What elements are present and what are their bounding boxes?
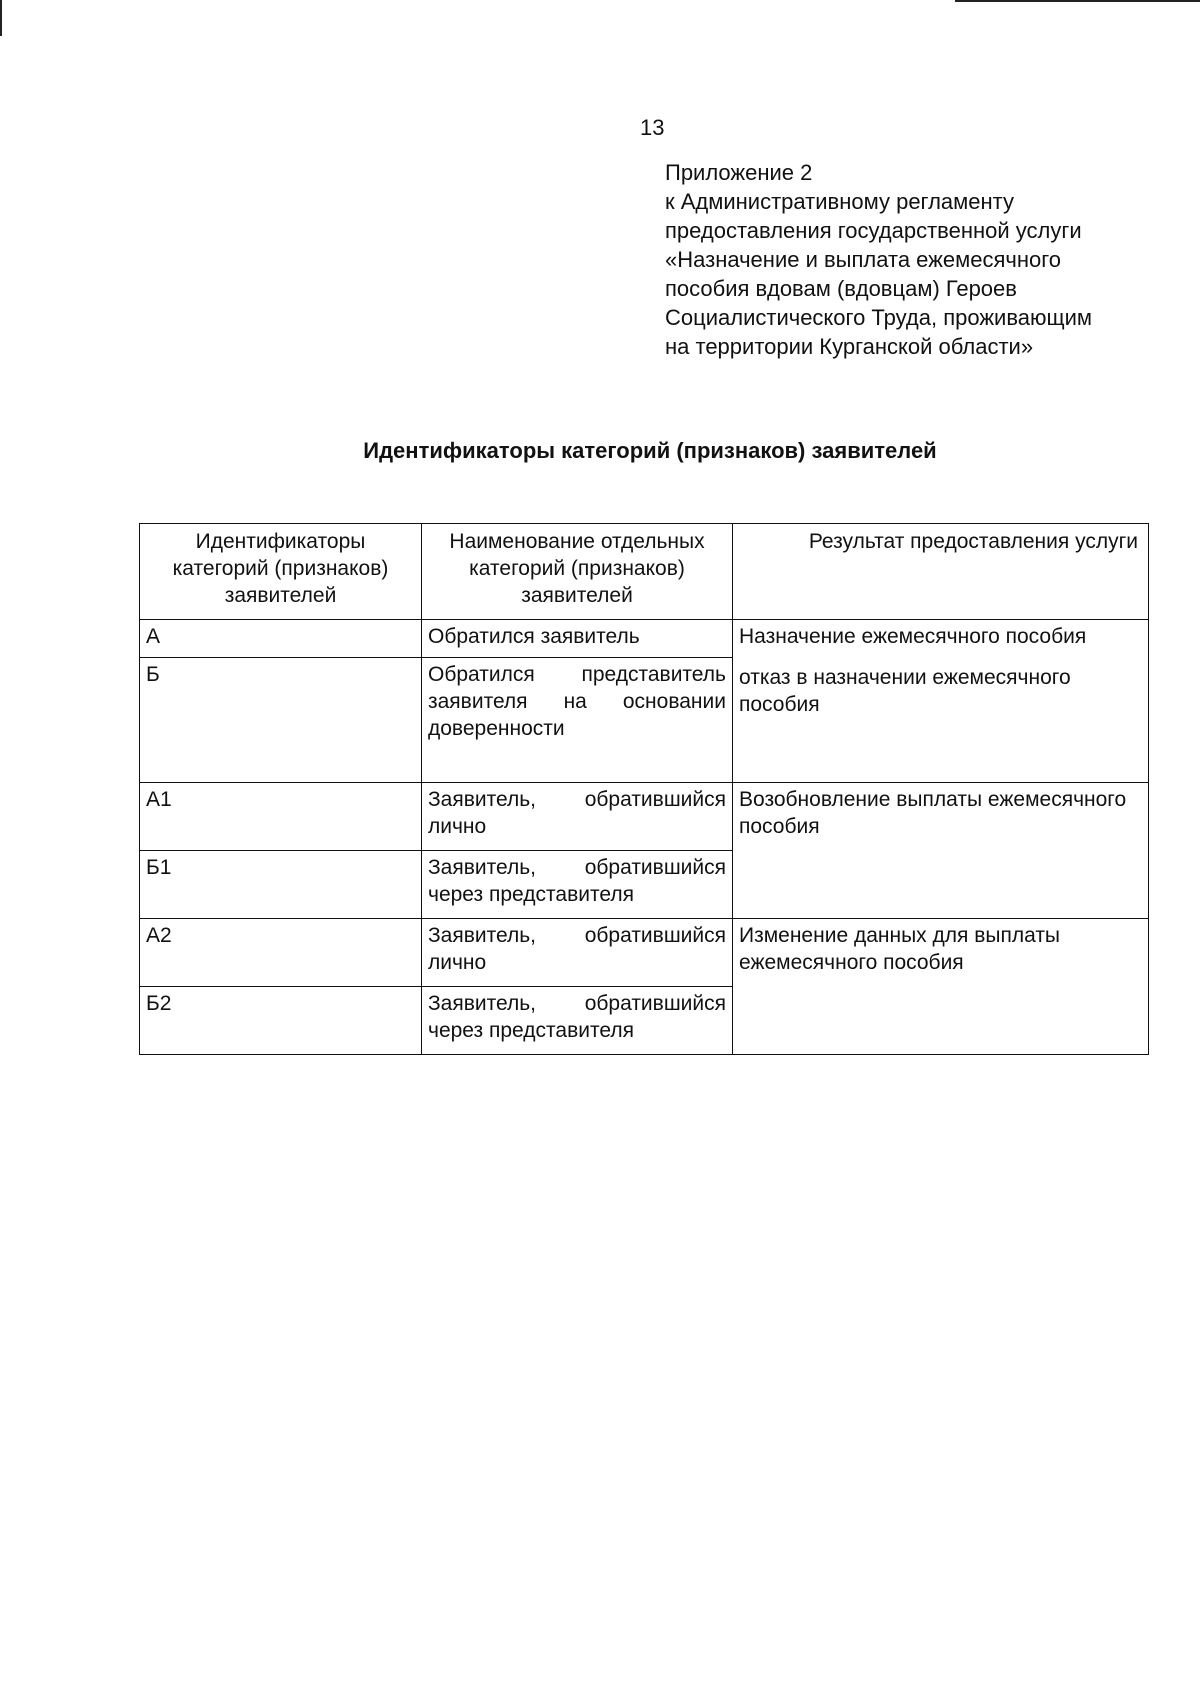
table-row xyxy=(140,919,1149,987)
appendix-reference xyxy=(665,158,1092,361)
column-header-identifiers: Идентификаторы категорий (признаков) заявителей xyxy=(140,524,422,620)
document-title: Идентификаторы категорий (признаков) заявителей xyxy=(363,438,937,463)
table-row xyxy=(140,783,1149,851)
result-cell: Возобновление выплаты ежемесячного пособия xyxy=(733,783,1149,919)
category-name-cell: Обратился заявитель xyxy=(422,620,733,658)
category-id-cell: А xyxy=(140,620,422,658)
result-cell xyxy=(733,620,1149,783)
page-number: 13 xyxy=(640,115,665,140)
category-name-cell: Заявитель, обратившийся лично xyxy=(422,919,733,987)
column-header-category-names: Наименование отдельных категорий (признаков) заявителей xyxy=(422,524,733,620)
column-header-result: Результат предоставления услуги xyxy=(733,524,1149,620)
table-row xyxy=(140,620,1149,658)
category-id-cell: Б xyxy=(140,658,422,783)
appendix-line: Социалистического Труда, проживающим xyxy=(665,305,1093,330)
scan-edge-mark-top xyxy=(955,0,1200,2)
appendix-line: к Административному регламенту xyxy=(665,189,1015,214)
category-name-cell: Обратился представитель заявителя на основании доверенности xyxy=(422,658,733,783)
category-name-cell: Заявитель, обратившийся лично xyxy=(422,783,733,851)
appendix-line: Приложение 2 xyxy=(665,160,813,185)
table-header-row xyxy=(140,524,1149,620)
category-name-cell: Заявитель, обратившийся через представителя xyxy=(422,851,733,919)
result-text: отказ в назначении ежемесячного пособия xyxy=(739,666,1071,716)
appendix-line: предоставления государственной услуги xyxy=(665,218,1082,243)
category-id-cell: А2 xyxy=(140,919,422,987)
category-name-cell: Заявитель, обратившийся через представителя xyxy=(422,987,733,1055)
category-id-cell: Б2 xyxy=(140,987,422,1055)
appendix-line: «Назначение и выплата ежемесячного xyxy=(665,247,1061,272)
category-id-cell: А1 xyxy=(140,783,422,851)
result-cell: Изменение данных для выплаты ежемесячного пособия xyxy=(733,919,1149,1055)
appendix-line: на территории Курганской области» xyxy=(665,334,1034,359)
category-id-cell: Б1 xyxy=(140,851,422,919)
categories-table xyxy=(139,523,1149,1055)
scan-edge-mark-left xyxy=(0,0,2,36)
appendix-line: пособия вдовам (вдовцам) Героев xyxy=(665,276,1017,301)
result-text: Назначение ежемесячного пособия xyxy=(739,625,1087,648)
